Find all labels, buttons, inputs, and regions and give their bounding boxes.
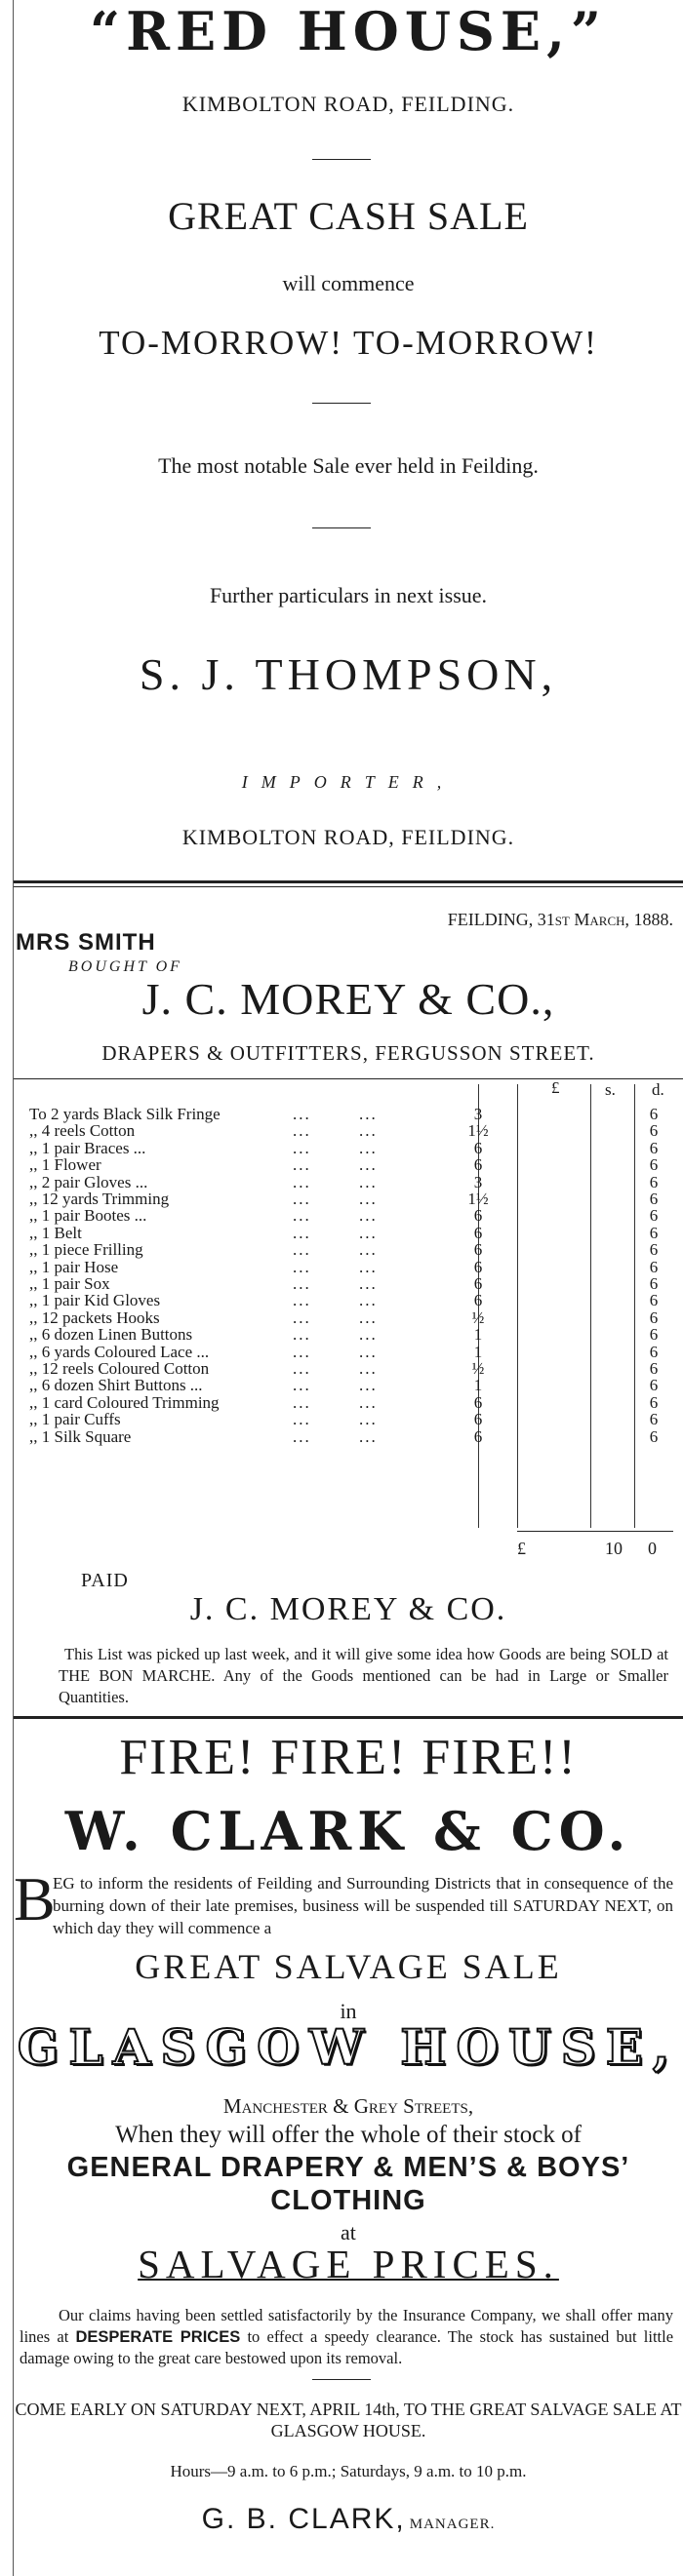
bill-item-pence: 6 (649, 1172, 659, 1191)
leader-dots: ... (293, 1155, 311, 1175)
bill-item-description: ,, 1 card Coloured Trimming (29, 1392, 220, 1412)
bill-item-pence: 6 (649, 1274, 659, 1293)
bill-item-description: ,, 1 pair Kid Gloves (29, 1291, 161, 1310)
bill-item-amount: 1½ (467, 1190, 489, 1208)
manager-signature (14, 2503, 683, 2536)
leader-dots: ... (359, 1342, 378, 1361)
leader-dots: ... (293, 1274, 311, 1293)
leader-dots: ... (293, 1138, 311, 1157)
bill-item-pence: 6 (649, 1426, 659, 1446)
notable-sale-text: The most notable Sale ever held in Feilding. (158, 453, 539, 478)
bill-item-description: ,, 1 pair Cuffs (29, 1410, 121, 1429)
bill-note: This List was picked up last week, and it will give some idea how Goods are being SOLD at THE BON MARCHE. Any of the Goods mentioned can be had in Large or Smaller Quantities. (59, 1645, 668, 1706)
leader-dots: ... (293, 1325, 311, 1345)
firm-name: J. C. MOREY & CO., (141, 974, 555, 1024)
bill-item-description: ,, 1 Flower (29, 1155, 101, 1175)
leader-dots: ... (359, 1376, 378, 1395)
bill-item-description: ,, 1 pair Hose (29, 1257, 119, 1276)
claims-text-a: Our claims having been settled satisfactorily by the Insurance Company, we shall offer many lines at (20, 2306, 673, 2346)
leader-dots: ... (293, 1206, 311, 1226)
general-drapery-heading: GENERAL DRAPERY & MEN’S & BOYS’ (66, 2152, 630, 2183)
section-divider (14, 880, 683, 883)
leader-dots: ... (359, 1308, 378, 1327)
bill-item-amount: 6 (473, 1274, 483, 1293)
bill-item-amount: 1 (473, 1342, 483, 1361)
leader-dots: ... (293, 1376, 311, 1395)
will-commence-text: will commence (282, 271, 415, 295)
leader-dots: ... (359, 1359, 378, 1378)
leader-dots: ... (359, 1223, 378, 1242)
great-salvage-sale-heading: GREAT SALVAGE SALE (135, 1947, 562, 1986)
bill-item-amount: 6 (473, 1155, 483, 1175)
bill-item-pence: 6 (649, 1291, 659, 1310)
leader-dots: ... (293, 1190, 311, 1208)
bill-item-description: ,, 12 yards Trimming (29, 1190, 170, 1208)
bill-item-amount: 6 (473, 1223, 483, 1242)
section-divider (14, 886, 683, 887)
bill-item-pence: 6 (649, 1121, 659, 1141)
red-house-title: “RED HOUSE,” (90, 0, 607, 62)
leader-dots: ... (359, 1325, 378, 1345)
proprietor-address: KIMBOLTON ROAD, FEILDING. (181, 825, 515, 849)
leader-dots: ... (359, 1206, 378, 1226)
bought-of-label: BOUGHT OF (68, 958, 182, 975)
bill-item-pence: 6 (649, 1240, 659, 1260)
bill-item-amount: ½ (471, 1359, 485, 1378)
great-cash-sale-heading: GREAT CASH SALE (168, 194, 529, 238)
bill-item-amount: 6 (473, 1410, 483, 1429)
column-line (634, 1084, 635, 1528)
leader-dots: ... (293, 1308, 311, 1327)
leader-dots: ... (359, 1105, 378, 1123)
bill-item-description: ,, 6 dozen Shirt Buttons ... (29, 1376, 203, 1395)
pounds-column-header: £ (551, 1078, 560, 1097)
red-house-address: KIMBOLTON ROAD, FEILDING. (181, 92, 515, 116)
leader-dots: ... (293, 1410, 311, 1429)
table-top-rule (14, 1078, 683, 1079)
clothing-heading: CLOTHING (270, 2185, 426, 2216)
shillings-column-header: s. (605, 1080, 616, 1099)
leader-dots: ... (359, 1410, 378, 1429)
salvage-prices-heading: SALVAGE PRICES. (138, 2242, 559, 2286)
leader-dots: ... (359, 1121, 378, 1141)
at-text: at (341, 2220, 356, 2244)
bill-item-amount: 3 (473, 1105, 483, 1123)
bill-item-description: ,, 12 packets Hooks (29, 1308, 160, 1327)
leader-dots: ... (359, 1172, 378, 1191)
bill-item-pence: 6 (649, 1359, 659, 1378)
bill-item-amount: 6 (473, 1392, 483, 1412)
bill-item-pence: 6 (649, 1206, 659, 1226)
bill-item-description: To 2 yards Black Silk Fringe (29, 1105, 221, 1123)
bill-item-amount: 1 (473, 1376, 483, 1395)
leader-dots: ... (293, 1257, 311, 1276)
manager-title: MANAGER. (409, 2517, 496, 2532)
bill-item-amount: 1 (473, 1325, 483, 1345)
section-divider (14, 1716, 683, 1719)
clark-firm-name: W. CLARK & CO. (64, 1800, 632, 1862)
bill-item-description: ,, 1 pair Bootes ... (29, 1206, 147, 1226)
bill-item-description: ,, 1 pair Sox (29, 1274, 110, 1293)
hours-text: Hours—9 a.m. to 6 p.m.; Saturdays, 9 a.m. to 10 p.m. (170, 2462, 527, 2480)
claims-paragraph (20, 2305, 673, 2369)
leader-dots: ... (359, 1190, 378, 1208)
bill-item-amount: 6 (473, 1206, 483, 1226)
beg-paragraph: EG to inform the residents of Feilding and Surrounding Districts that in consequence of the burning down of their late premises, business will be suspended till SATURDAY NEXT, on which day they will commence a (53, 1874, 673, 1937)
glasgow-house-heading: GLASGOW HOUSE, (17, 2018, 680, 2076)
pence-column-header: d. (652, 1080, 664, 1099)
bill-item-pence: 6 (649, 1138, 659, 1157)
bill-item-description: ,, 6 yards Coloured Lace ... (29, 1342, 210, 1361)
leader-dots: ... (293, 1223, 311, 1242)
bill-item-amount: 6 (473, 1240, 483, 1260)
leader-dots: ... (359, 1392, 378, 1412)
come-early-text: COME EARLY ON SATURDAY NEXT, APRIL 14th, TO THE GREAT SALVAGE SALE AT GLASGOW HOUSE. (15, 2400, 682, 2440)
paid-label: PAID (81, 1570, 129, 1591)
bill-item-description: ,, 1 Silk Square (29, 1426, 132, 1446)
bill-item-description: ,, 1 pair Braces ... (29, 1138, 146, 1157)
bill-item-amount: 3 (473, 1172, 483, 1191)
bill-item-amount: 6 (473, 1257, 483, 1276)
bill-item-pence: 6 (649, 1155, 659, 1175)
leader-dots: ... (293, 1342, 311, 1361)
leader-dots: ... (293, 1359, 311, 1378)
in-text: in (340, 1999, 357, 2023)
leader-dots: ... (359, 1291, 378, 1310)
bill-item-pence: 6 (649, 1392, 659, 1412)
leader-dots: ... (359, 1155, 378, 1175)
short-divider (312, 527, 371, 528)
bill-item-pence: 6 (649, 1190, 659, 1208)
leader-dots: ... (293, 1392, 311, 1412)
bill-item-pence: 6 (649, 1325, 659, 1345)
desperate-prices: DESPERATE PRICES (75, 2328, 241, 2346)
leader-dots: ... (359, 1426, 378, 1446)
leader-dots: ... (293, 1240, 311, 1260)
bill-item-pence: 6 (649, 1105, 659, 1123)
firm-description: DRAPERS & OUTFITTERS, FERGUSSON STREET. (101, 1041, 595, 1065)
total-rule (517, 1531, 673, 1532)
tomorrow-heading: TO-MORROW! TO-MORROW! (99, 324, 598, 362)
leader-dots: ... (359, 1240, 378, 1260)
leader-dots: ... (293, 1121, 311, 1141)
leader-dots: ... (293, 1172, 311, 1191)
bill-item-pence: 6 (649, 1342, 659, 1361)
short-divider (312, 159, 371, 160)
bill-dateline: FEILDING, 31st March, 1888. (447, 910, 673, 929)
total-pence: 0 (648, 1539, 657, 1558)
bill-item-description: ,, 1 Belt (29, 1223, 82, 1242)
bill-item-description: ,, 2 pair Gloves ... (29, 1172, 148, 1191)
leader-dots: ... (359, 1138, 378, 1157)
column-line (517, 1084, 518, 1528)
bill-item-pence: 6 (649, 1308, 659, 1327)
bill-item-pence: 6 (649, 1223, 659, 1242)
bill-item-pence: 6 (649, 1410, 659, 1429)
bill-item-amount: 6 (473, 1291, 483, 1310)
bill-item-description: ,, 4 reels Cotton (29, 1121, 136, 1141)
bill-item-description: ,, 1 piece Frilling (29, 1240, 143, 1260)
importer-label: IMPORTER, (241, 772, 456, 792)
proprietor-name: S. J. THOMPSON, (139, 649, 558, 699)
bill-item-description: ,, 12 reels Coloured Cotton (29, 1359, 210, 1378)
bill-item-description: ,, 6 dozen Linen Buttons (29, 1325, 193, 1345)
streets-text: Manchester & Grey Streets, (222, 2094, 474, 2118)
leader-dots: ... (293, 1426, 311, 1446)
total-shillings: 10 (605, 1539, 623, 1558)
leader-dots: ... (359, 1274, 378, 1293)
bill-item-amount: 6 (473, 1138, 483, 1157)
customer-name: MRS SMITH (16, 929, 156, 956)
drop-cap: B (14, 1864, 56, 1933)
further-particulars-text: Further particulars in next issue. (209, 583, 488, 607)
column-line (590, 1084, 591, 1528)
bill-item-amount: 1½ (467, 1121, 489, 1141)
bill-item-amount: ½ (471, 1308, 485, 1327)
total-pounds: £ (517, 1539, 526, 1558)
claims-text-b: to effect a speedy clearance. The stock has sustained but little damage owing to the great care bestowed upon its removal. (20, 2327, 674, 2367)
when-text: When they will offer the whole of their stock of (115, 2122, 582, 2148)
leader-dots: ... (293, 1291, 311, 1310)
firm-signature: J. C. MOREY & CO. (189, 1591, 507, 1627)
bill-item-pence: 6 (649, 1376, 659, 1395)
fire-heading: FIRE! FIRE! FIRE!! (119, 1730, 578, 1785)
leader-dots: ... (359, 1257, 378, 1276)
short-divider (312, 2379, 371, 2380)
bill-item-amount: 6 (473, 1426, 483, 1446)
bill-item-pence: 6 (649, 1257, 659, 1276)
short-divider (312, 403, 371, 404)
manager-name: G. B. CLARK, (201, 2503, 406, 2535)
leader-dots: ... (293, 1105, 311, 1123)
